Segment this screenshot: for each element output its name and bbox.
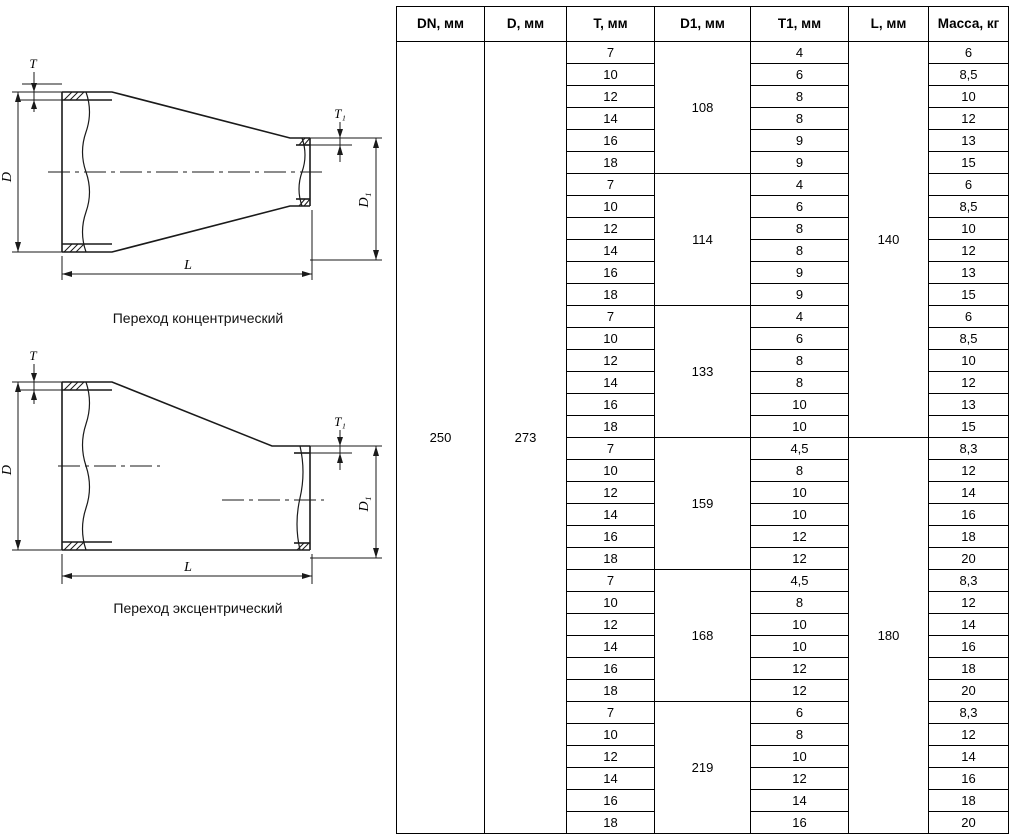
cell-mass: 20 [929,680,1009,702]
cell-mass: 8,3 [929,438,1009,460]
cell-d1: 133 [655,306,751,438]
cell-d: 273 [485,42,567,834]
cell-t1: 8 [751,350,849,372]
cell-t1: 10 [751,416,849,438]
cell-mass: 10 [929,218,1009,240]
cell-t1: 10 [751,504,849,526]
cell-t1: 8 [751,218,849,240]
cell-mass: 8,5 [929,328,1009,350]
cell-t1: 4,5 [751,438,849,460]
cell-l: 180 [849,438,929,834]
cell-t1: 8 [751,592,849,614]
cell-t1: 4 [751,174,849,196]
cell-d1: 219 [655,702,751,834]
cell-t1: 4,5 [751,570,849,592]
cell-t: 18 [567,284,655,306]
cell-t: 14 [567,108,655,130]
cell-t: 10 [567,460,655,482]
cell-mass: 8,5 [929,64,1009,86]
cell-t: 18 [567,416,655,438]
cell-t: 10 [567,196,655,218]
cell-t1: 10 [751,482,849,504]
cell-t1: 10 [751,394,849,416]
cell-t: 18 [567,152,655,174]
drawings-panel [0,0,396,701]
cell-dn: 250 [397,42,485,834]
label-L: L [184,560,192,575]
header-l: L, мм [849,7,929,42]
cell-t1: 6 [751,196,849,218]
figure-concentric-reducer [0,50,396,290]
figure-concentric-caption: Переход концентрический [112,310,284,326]
header-mass: Масса, кг [929,7,1009,42]
cell-t1: 9 [751,152,849,174]
cell-t1: 4 [751,306,849,328]
cell-d1: 114 [655,174,751,306]
cell-t1: 9 [751,130,849,152]
cell-t1: 12 [751,768,849,790]
cell-mass: 8,3 [929,702,1009,724]
table-header-row [397,7,1009,42]
cell-mass: 18 [929,790,1009,812]
cell-mass: 18 [929,658,1009,680]
cell-t: 14 [567,240,655,262]
cell-t1: 10 [751,614,849,636]
cell-mass: 20 [929,548,1009,570]
cell-mass: 13 [929,130,1009,152]
header-dn: DN, мм [397,7,485,42]
cell-t: 10 [567,724,655,746]
label-T: T [29,56,37,71]
cell-t: 12 [567,746,655,768]
cell-mass: 12 [929,108,1009,130]
specification-table-wrapper [396,6,1008,830]
cell-t1: 14 [751,790,849,812]
label-D: D [0,464,15,476]
cell-t1: 8 [751,240,849,262]
cell-t1: 8 [751,372,849,394]
cell-t: 14 [567,768,655,790]
cell-mass: 14 [929,746,1009,768]
label-T1: T₁ [334,414,346,429]
cell-t: 7 [567,570,655,592]
cell-t1: 8 [751,108,849,130]
cell-t: 7 [567,702,655,724]
cell-t1: 10 [751,746,849,768]
cell-t: 10 [567,328,655,350]
cell-mass: 20 [929,812,1009,834]
cell-mass: 16 [929,636,1009,658]
cell-mass: 16 [929,768,1009,790]
cell-t: 14 [567,504,655,526]
cell-d1: 168 [655,570,751,702]
cell-d1: 159 [655,438,751,570]
cell-t: 7 [567,306,655,328]
cell-mass: 14 [929,482,1009,504]
cell-t: 12 [567,482,655,504]
header-d1: D1, мм [655,7,751,42]
specification-table [396,6,1009,834]
cell-t1: 9 [751,284,849,306]
cell-t1: 8 [751,86,849,108]
cell-t: 12 [567,350,655,372]
header-d: D, мм [485,7,567,42]
cell-t1: 12 [751,658,849,680]
cell-t: 7 [567,174,655,196]
cell-l: 140 [849,42,929,438]
cell-t1: 10 [751,636,849,658]
cell-t: 10 [567,592,655,614]
label-D1: D₁ [357,192,372,208]
cell-t: 18 [567,548,655,570]
cell-t: 18 [567,680,655,702]
cell-t: 16 [567,526,655,548]
cell-t1: 4 [751,42,849,64]
cell-t1: 12 [751,680,849,702]
cell-mass: 15 [929,284,1009,306]
cell-t1: 9 [751,262,849,284]
cell-t1: 6 [751,328,849,350]
cell-t: 10 [567,64,655,86]
label-T1: T₁ [334,106,346,121]
cell-mass: 8,5 [929,196,1009,218]
cell-mass: 13 [929,262,1009,284]
cell-t: 16 [567,790,655,812]
cell-mass: 12 [929,372,1009,394]
header-t1: T1, мм [751,7,849,42]
cell-mass: 6 [929,42,1009,64]
label-T: T [29,350,37,363]
cell-t: 14 [567,636,655,658]
cell-mass: 6 [929,174,1009,196]
cell-t: 14 [567,372,655,394]
cell-t: 7 [567,438,655,460]
cell-t: 16 [567,394,655,416]
cell-mass: 12 [929,724,1009,746]
cell-d1: 108 [655,42,751,174]
concentric-reducer-drawing [0,50,396,290]
cell-t1: 6 [751,702,849,724]
cell-mass: 14 [929,614,1009,636]
cell-mass: 16 [929,504,1009,526]
label-D1: D₁ [357,496,372,512]
cell-t: 12 [567,614,655,636]
cell-mass: 6 [929,306,1009,328]
cell-mass: 10 [929,86,1009,108]
cell-mass: 10 [929,350,1009,372]
cell-mass: 12 [929,240,1009,262]
cell-mass: 12 [929,592,1009,614]
cell-t1: 16 [751,812,849,834]
label-D: D [0,171,15,183]
cell-t: 12 [567,218,655,240]
eccentric-reducer-drawing [0,350,396,600]
cell-t: 12 [567,86,655,108]
cell-t: 16 [567,262,655,284]
cell-t: 7 [567,42,655,64]
header-t: T, мм [567,7,655,42]
cell-t1: 12 [751,526,849,548]
cell-mass: 18 [929,526,1009,548]
cell-t1: 12 [751,548,849,570]
cell-t: 18 [567,812,655,834]
label-L: L [184,258,192,273]
cell-mass: 15 [929,152,1009,174]
cell-t: 16 [567,130,655,152]
cell-t1: 8 [751,724,849,746]
cell-mass: 15 [929,416,1009,438]
cell-t: 16 [567,658,655,680]
cell-mass: 8,3 [929,570,1009,592]
cell-mass: 13 [929,394,1009,416]
cell-t1: 6 [751,64,849,86]
figure-eccentric-reducer [0,350,396,600]
cell-t1: 8 [751,460,849,482]
cell-mass: 12 [929,460,1009,482]
table-row [397,42,1009,64]
figure-eccentric-caption: Переход эксцентрический [113,600,283,616]
